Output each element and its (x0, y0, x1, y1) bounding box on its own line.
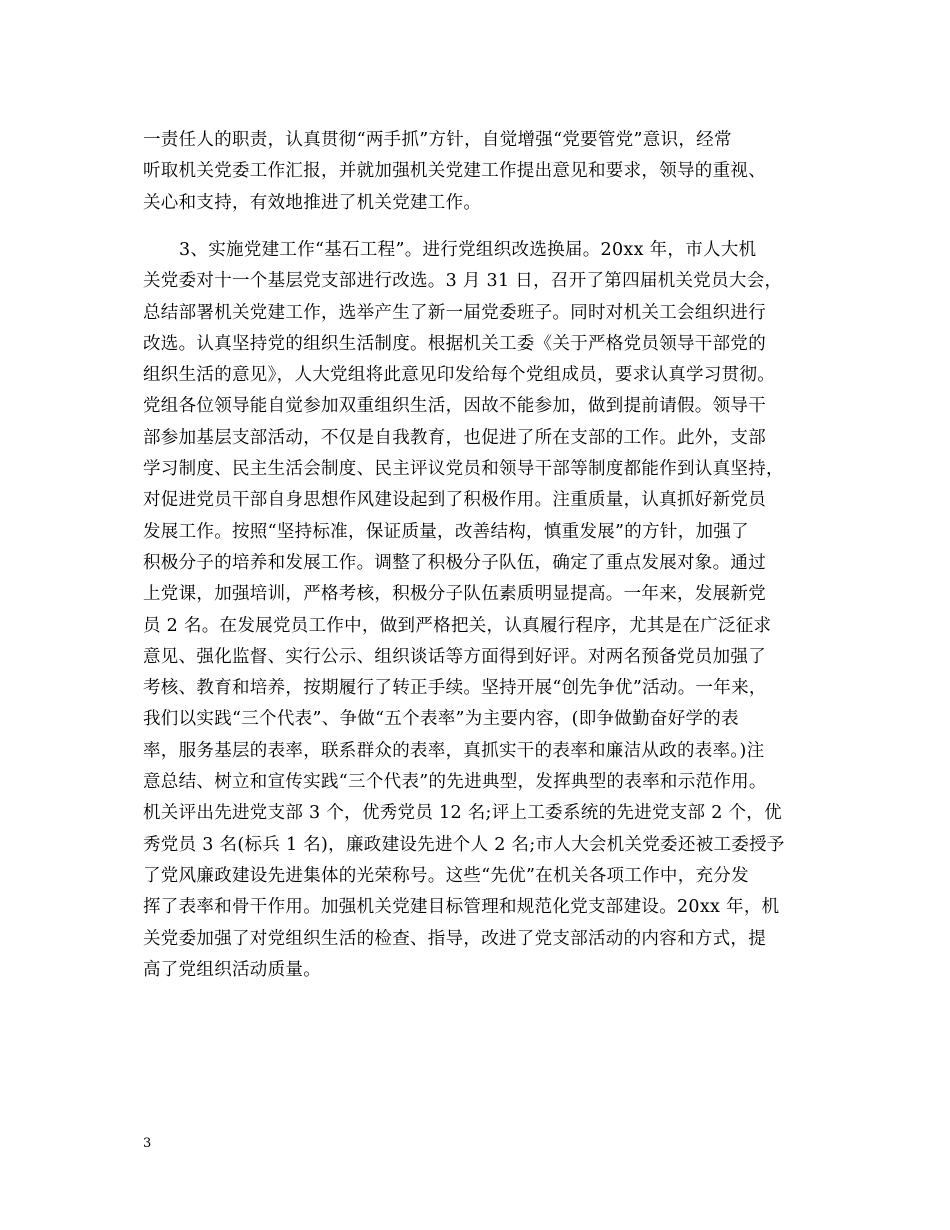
text-line: 积极分子的培养和发展工作。调整了积极分子队伍，确定了重点发展对象。通过 (143, 552, 766, 573)
text-line: 高了党组织活动质量。 (143, 959, 321, 980)
text-line: 率，服务基层的表率，联系群众的表率，真抓实干的表率和廉洁从政的表率。)注 (143, 740, 765, 761)
text-line: 学习制度、民主生活会制度、民主评议党员和领导干部等制度都能作到认真坚持， (143, 459, 784, 480)
text-line: 一责任人的职责，认真贯彻“两手抓”方针，自觉增强“党要管党”意识，经常 (143, 130, 732, 150)
text-line: 意见、强化监督、实行公示、组织谈话等方面得到好评。对两名预备党员加强了 (143, 646, 766, 667)
text-line: 秀党员 3 名(标兵 1 名)，廉政建设先进个人 2 名;市人大会机关党委还被工委授予 (143, 834, 785, 855)
text-line: 部参加基层支部活动，不仅是自我教育，也促进了所在支部的工作。此外，支部 (143, 427, 766, 448)
text-line: 上党课，加强培训，严格考核，积极分子队伍素质明显提高。一年来，发展新党 (143, 584, 766, 605)
text-line: 关党委加强了对党组织生活的检查、指导，改进了党支部活动的内容和方式，提 (143, 928, 766, 949)
text-line: 总结部署机关党建工作，选举产生了新一届党委班子。同时对机关工会组织进行 (143, 302, 766, 323)
text-line: 听取机关党委工作汇报，并就加强机关党建工作提出意见和要求，领导的重视、 (143, 161, 766, 182)
text-line: 3、实施党建工作“基石工程”。进行党组织改选换届。20xx 年，市人大机 (179, 240, 757, 260)
paragraph-continuation (143, 125, 808, 219)
page-number: 3 (143, 1136, 152, 1151)
text-line: 发展工作。按照“坚持标准，保证质量，改善结构，慎重发展”的方针，加强了 (143, 521, 749, 542)
text-line: 对促进党员干部自身思想作风建设起到了积极作用。注重质量，认真抓好新党员 (143, 490, 766, 511)
text-line: 考核、教育和培养，按期履行了转正手续。坚持开展“创先争优”活动。一年来， (143, 678, 767, 699)
text-line: 组织生活的意见》，人大党组将此意见印发给每个党组成员，要求认真学习贯彻。 (143, 365, 776, 386)
text-line: 关心和支持，有效地推进了机关党建工作。 (143, 192, 482, 213)
text-line: 意总结、树立和宣传实践“三个代表”的先进典型，发挥典型的表率和示范作用。 (143, 772, 767, 793)
text-line: 员 2 名。在发展党员工作中，做到严格把关，认真履行程序，尤其是在广泛征求 (143, 615, 772, 636)
text-line: 关党委对十一个基层党支部进行改选。3 月 31 日，召开了第四届机关党员大会， (143, 271, 783, 292)
paragraph-party-building (143, 235, 808, 986)
text-line: 挥了表率和骨干作用。加强机关党建目标管理和规范化党支部建设。20xx 年，机 (143, 897, 780, 918)
text-line: 我们以实践“三个代表”、争做“五个表率”为主要内容，(即争做勤奋好学的表 (143, 709, 739, 730)
text-line: 了党风廉政建设先进集体的光荣称号。这些“先优”在机关各项工作中，充分发 (143, 865, 749, 886)
text-line: 改选。认真坚持党的组织生活制度。根据机关工委《关于严格党员领导干部党的 (143, 333, 766, 354)
text-line: 党组各位领导能自觉参加双重组织生活，因故不能参加，做到提前请假。领导干 (143, 396, 766, 417)
text-line: 机关评出先进党支部 3 个，优秀党员 12 名;评上工委系统的先进党支部 2 个，优 (143, 803, 782, 824)
